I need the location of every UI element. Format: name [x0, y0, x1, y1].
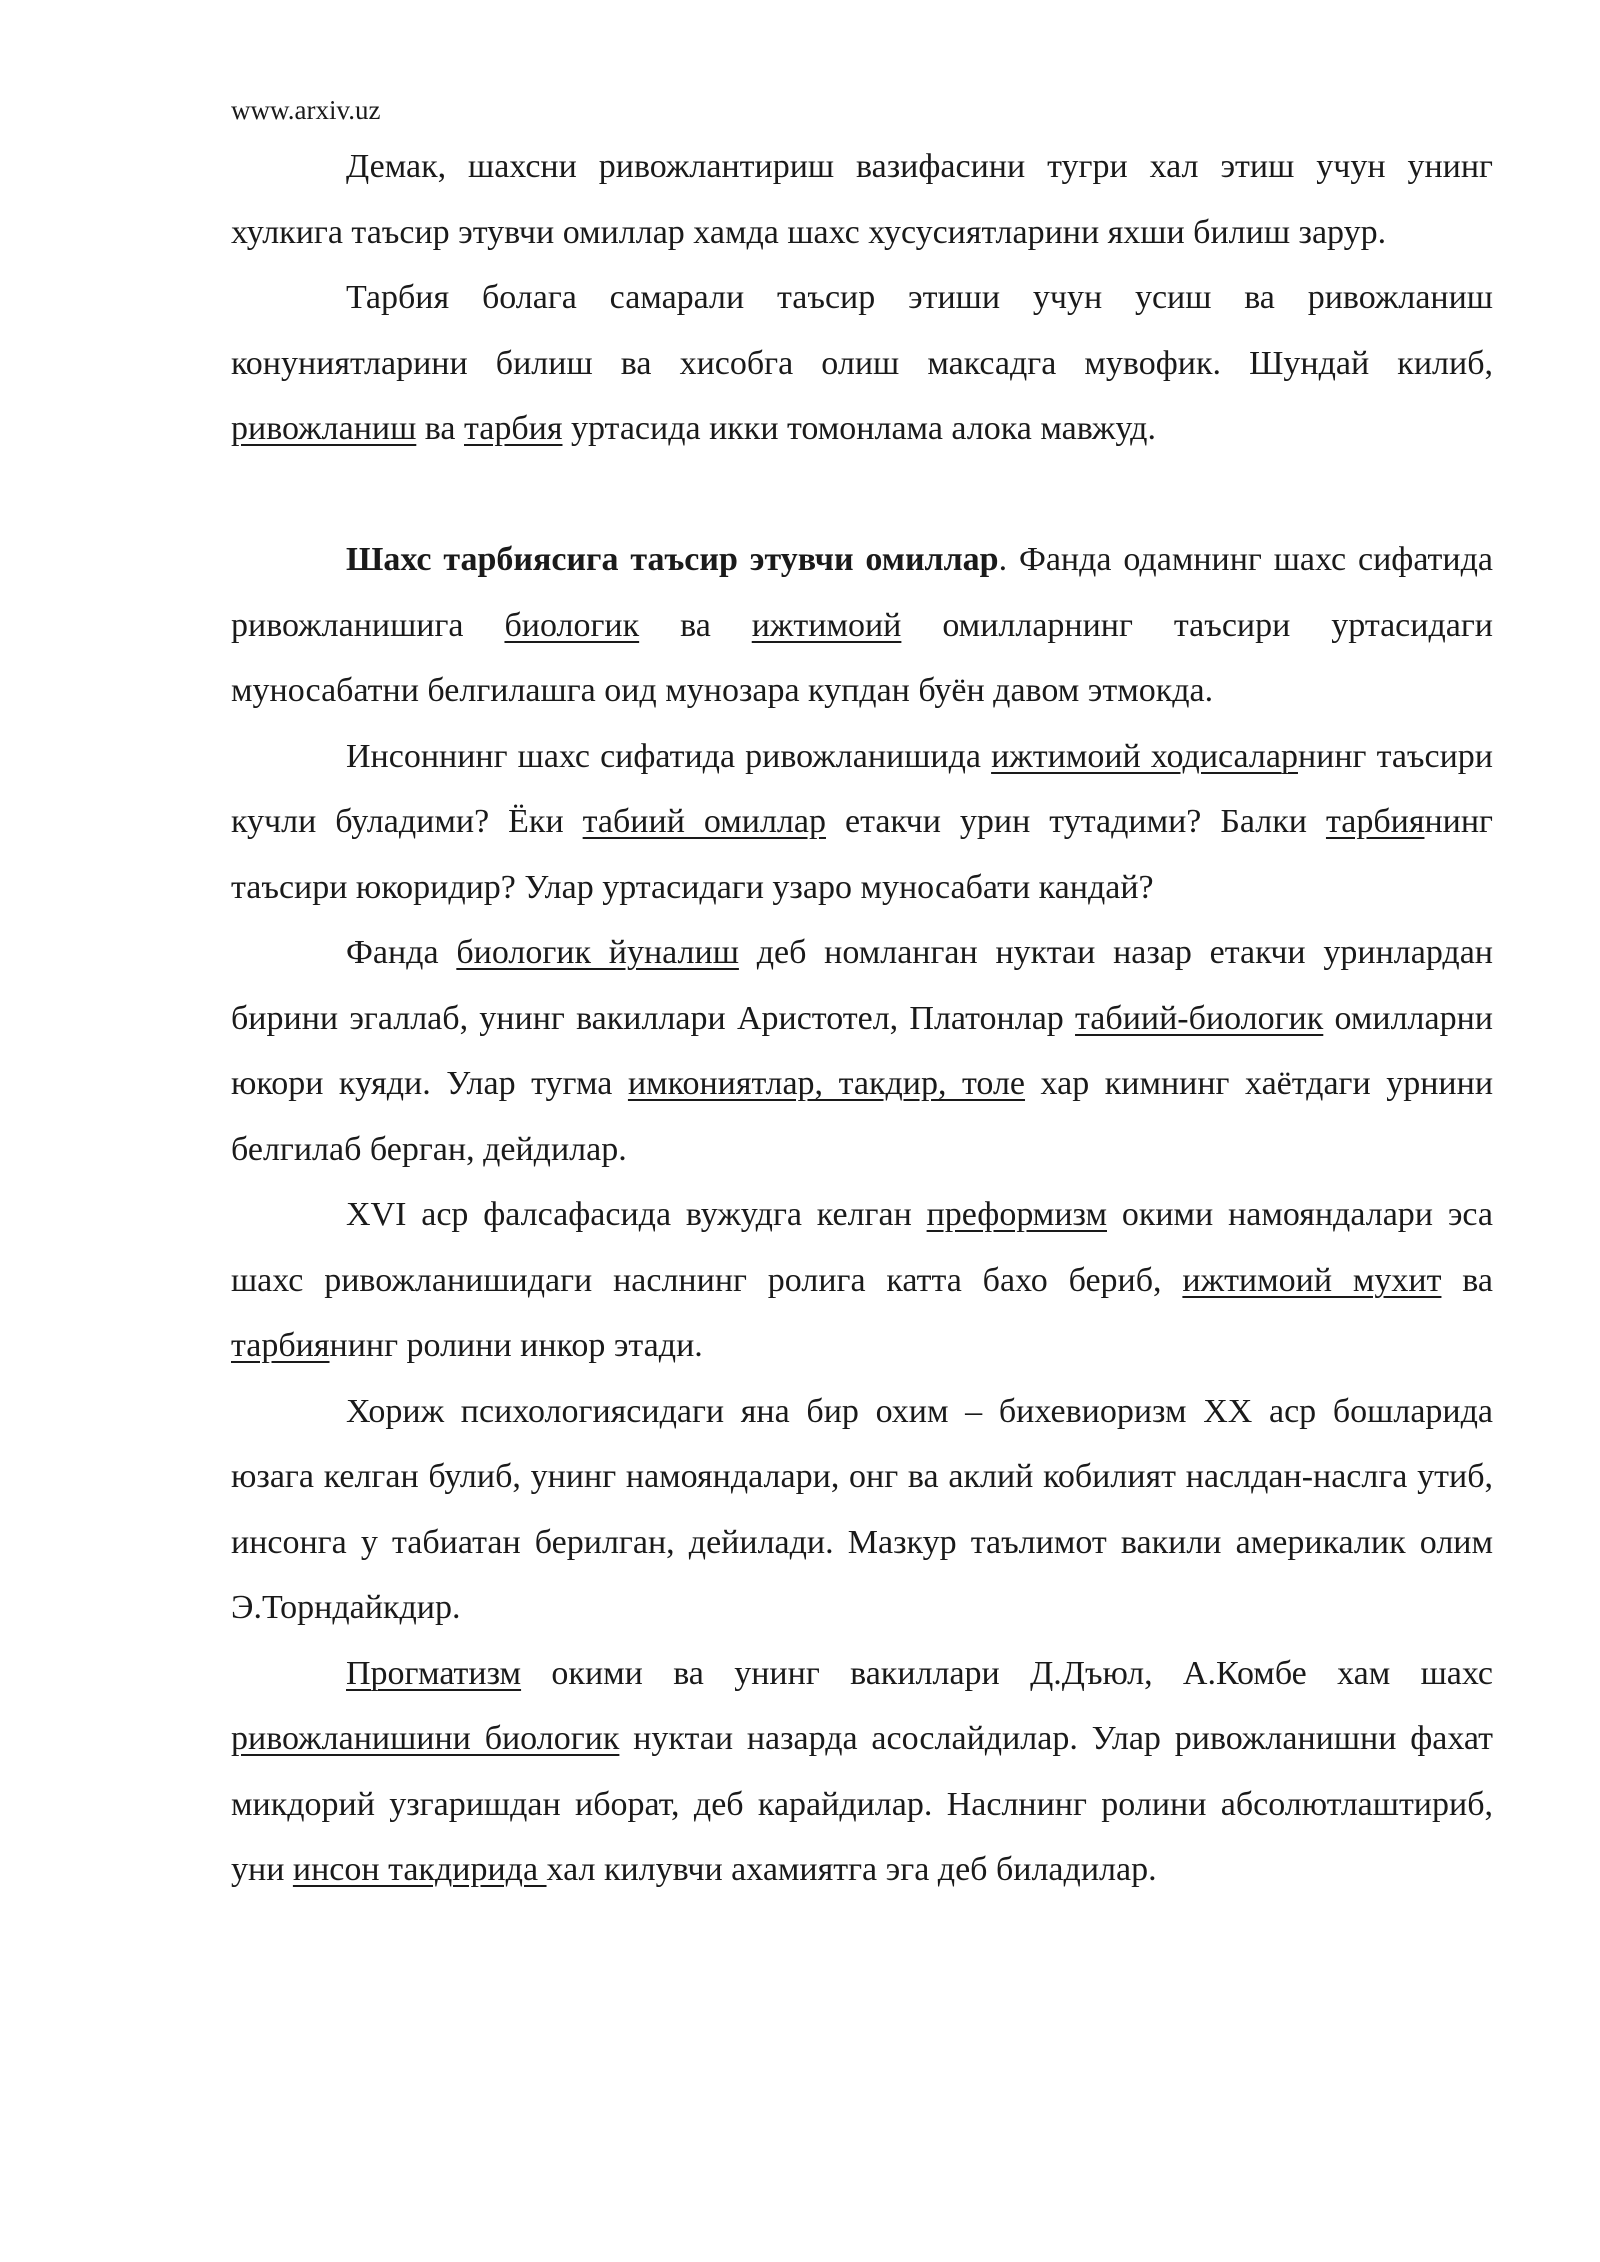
underlined-term: преформизм [926, 1196, 1107, 1233]
text-run: окими намояндалари эса шахс ривожланишидаги наслнинг ролига катта бахо бериб, [231, 1196, 1494, 1299]
text-run: хал килувчи ахамиятга эга деб биладилар. [546, 1851, 1157, 1888]
text-run: омилларни юкори куяди. Улар тугма [231, 999, 1493, 1102]
text-run: омилларнинг таъсири уртасидаги муносабатни белгилашга оид мунозара купдан буён давом этмокда. [231, 606, 1493, 709]
text-run: нинг ролини инкор этади. [329, 1327, 703, 1364]
underlined-term: табиий омиллар [582, 803, 826, 840]
text-run: нинг таъсири кучли буладими? Ёки [231, 737, 1493, 840]
text-run: нинг таъсири юкоридир? Улар уртасидаги узаро муносабати кандай? [231, 803, 1493, 906]
paragraph-3 [231, 527, 1493, 724]
text-run: деб номланган нуктаи назар етакчи уринлардан бирини эгаллаб, унинг вакиллари Аристотел, Платонлар [231, 934, 1493, 1037]
underlined-term: ижтимоий мухит [1182, 1261, 1442, 1299]
text-run: XVI аср фалсафасида вужудга келган [346, 1196, 927, 1233]
paragraph-7-text: Хориж психологиясидаги яна бир охим – бихевиоризм XX аср бошларида юзага келган булиб, унинг намояндалари, онг ва аклий кобилият наслдан-наслга утиб, инсонга у табиатан берилган, дейилади. Мазкур таълимот вакили америкалик олим Э.Торндайкдир. [231, 1392, 1493, 1626]
text-run: етакчи урин тутадими? Балки [825, 803, 1326, 840]
underlined-term: тарбия [464, 410, 563, 447]
underlined-term: ривожланишини биологик [231, 1720, 620, 1757]
paragraph-1 [231, 134, 1493, 265]
underlined-term: имкониятлар, такдир, толе [627, 1065, 1026, 1102]
paragraph-4 [231, 724, 1493, 921]
underlined-term: биологик [504, 606, 640, 644]
underlined-term: табиий-биологик [1075, 999, 1324, 1037]
paragraph-2 [231, 265, 1493, 462]
paragraph-5 [231, 920, 1493, 1182]
text-run: нуктаи назарда асослайдилар. Улар ривожланишни фахат микдорий узгаришдан иборат, деб карайдилар. Наслнинг ролини абсолютлаштириб, уни [231, 1720, 1493, 1888]
text-run: . Фанда одамнинг шахс сифатида ривожланишига [231, 541, 1493, 644]
underlined-term: тарбия [231, 1327, 330, 1364]
underlined-term: биологик йуналиш [456, 934, 739, 971]
text-run: ва [639, 606, 752, 644]
section-heading: Шахс тарбиясига таъсир этувчи омиллар [346, 541, 999, 578]
underlined-term: тарбия [1325, 803, 1425, 840]
paragraph-1-text: Демак, шахсни ривожлантириш вазифасини тугри хал этиш учун унинг хулкига таъсир этувчи омиллар хамда шахс хусусиятларини яхши билиш зарур. [231, 148, 1493, 251]
underlined-term: ижтимоий ходисалар [991, 737, 1298, 775]
text-run: ва [416, 410, 464, 447]
underlined-term: Прогматизм [346, 1654, 522, 1692]
paragraph-6 [231, 1182, 1493, 1379]
text-run: Инсоннинг шахс сифатида ривожланишида [346, 737, 992, 775]
underlined-term: ижтимоий [751, 606, 902, 644]
underlined-term: ривожланиш [231, 410, 417, 447]
blank-line [231, 462, 1493, 528]
text-run: Тарбия болага самарали таъсир этиши учун усиш ва ривожланиш конуниятларини билиш ва хисобга олиш максадга мувофик. Шундай килиб, [231, 279, 1493, 382]
text-run: ва [1441, 1261, 1493, 1299]
document-page [231, 90, 1493, 1903]
header-url: www.arxiv.uz [231, 95, 381, 125]
paragraph-8 [231, 1641, 1493, 1903]
paragraph-7 [231, 1379, 1493, 1641]
underlined-term: инсон такдирида [292, 1851, 547, 1888]
text-run: окими ва унинг вакиллари Д.Дъюл, А.Комбе хам шахс [521, 1654, 1493, 1692]
text-run: хар кимнинг хаётдаги урнини белгилаб берган, дейдилар. [231, 1065, 1494, 1168]
text-run: уртасида икки томонлама алока мавжуд. [562, 410, 1156, 447]
text-run: Фанда [346, 934, 457, 971]
